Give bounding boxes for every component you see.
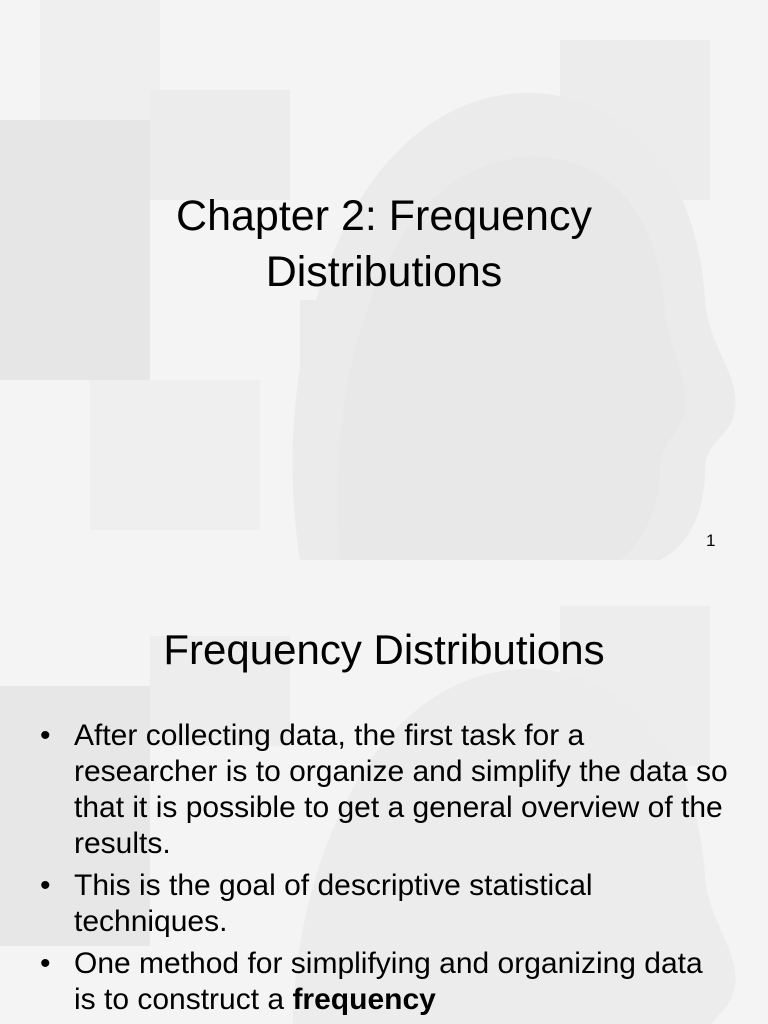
bullet-text: One method for simplifying and organizing data is to construct a (74, 947, 703, 1016)
slide-title: Frequency Distributions (163, 626, 605, 673)
bullet-marker: • (40, 869, 51, 902)
bullet-list (40, 718, 730, 1024)
bullet-item (40, 718, 730, 862)
content-slide (0, 576, 768, 1024)
bullet-text: After collecting data, the first task for a researcher is to organize and simplify the data so that it is possible to get a general overview of the results. (74, 719, 728, 860)
bullet-marker: • (40, 947, 51, 980)
bullet-bold-term: frequency (292, 983, 436, 1016)
title-line-1: Chapter 2: Frequency (176, 192, 592, 240)
title-line-2: Distributions (265, 248, 503, 296)
bullet-item (40, 946, 730, 1018)
bullet-item (40, 868, 730, 940)
bullet-text: This is the goal of descriptive statistical techniques. (74, 869, 593, 938)
bullet-marker: • (40, 719, 51, 752)
slide-title (0, 188, 768, 300)
page-number: 1 (706, 531, 716, 550)
